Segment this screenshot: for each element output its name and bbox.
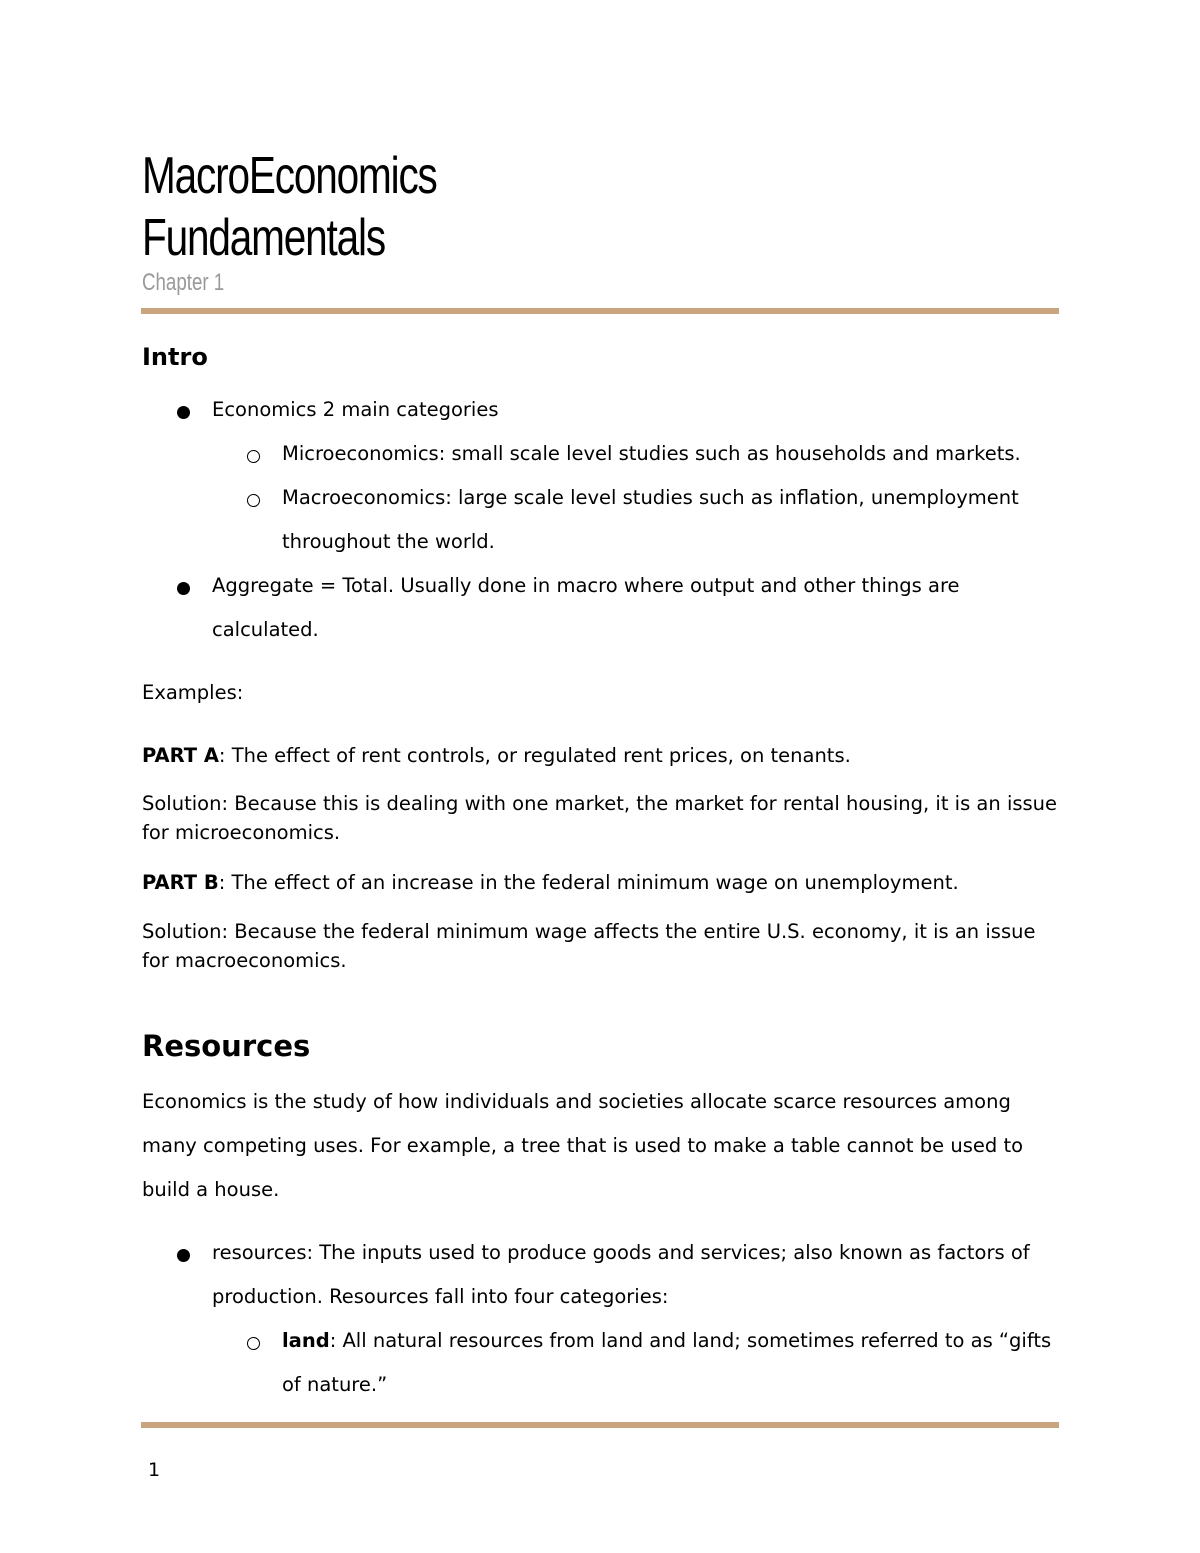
list-item: [212, 388, 1060, 564]
land-text: : All natural resources from land and land; sometimes referred to as “gifts of nature.”: [282, 1329, 1052, 1396]
solution-b: Solution: Because the federal minimum wage affects the entire U.S. economy, it is an issue for macroeconomics.: [142, 920, 1036, 972]
resources-list: [142, 1231, 1060, 1407]
list-item: [212, 564, 1060, 652]
part-b: [142, 868, 1060, 897]
resources-list-container: [142, 1231, 1060, 1407]
list-item-text: Economics 2 main categories: [212, 398, 499, 421]
page-number: 1: [148, 1459, 161, 1481]
sub-list-item: [282, 476, 1060, 564]
sub-list: [212, 432, 1060, 564]
sub-list: [212, 1319, 1060, 1407]
sub-list-item: [282, 1319, 1060, 1407]
sub-list-item-text: Macroeconomics: large scale level studies such as inflation, unemployment throughout the world.: [282, 486, 1019, 553]
examples-label: Examples:: [142, 681, 244, 704]
intro-heading: Intro: [142, 343, 208, 371]
sub-list-item: [282, 432, 1060, 476]
footer-divider: [141, 1422, 1059, 1428]
list-item-text: Aggregate = Total. Usually done in macro where output and other things are calculated.: [212, 574, 960, 641]
disc-bullet-icon: [177, 582, 190, 595]
circle-bullet-icon: [247, 1337, 260, 1350]
chapter-label: Chapter 1: [142, 269, 225, 296]
resources-heading: Resources: [142, 1029, 311, 1063]
part-a-text: : The effect of rent controls, or regulated rent prices, on tenants.: [218, 744, 851, 767]
sub-list-item-text: Microeconomics: small scale level studies such as households and markets.: [282, 442, 1021, 465]
header-divider: [141, 308, 1059, 314]
list-item: [212, 1231, 1060, 1407]
circle-bullet-icon: [247, 450, 260, 463]
document-title: MacroEconomics: [142, 147, 437, 205]
disc-bullet-icon: [177, 1249, 190, 1262]
title-block: [142, 145, 520, 297]
land-label: land: [282, 1329, 330, 1352]
intro-list: [142, 388, 1060, 652]
part-a: [142, 741, 1060, 770]
resources-paragraph: Economics is the study of how individuals and societies allocate scarce resources among many competing uses. For example, a tree that is used to make a table cannot be used to build a house.: [142, 1090, 1024, 1201]
document-subtitle: Fundamentals: [142, 209, 385, 267]
solution-a: Solution: Because this is dealing with one market, the market for rental housing, it is an issue for microeconomics.: [142, 792, 1058, 844]
part-a-label: PART A: [142, 744, 219, 767]
part-b-text: : The effect of an increase in the federal minimum wage on unemployment.: [218, 871, 959, 894]
list-item-text: resources: The inputs used to produce goods and services; also known as factors of production. Resources fall into four categories:: [212, 1241, 1030, 1308]
part-b-label: PART B: [142, 871, 219, 894]
main-content: [142, 340, 1060, 1396]
circle-bullet-icon: [247, 494, 260, 507]
disc-bullet-icon: [177, 406, 190, 419]
